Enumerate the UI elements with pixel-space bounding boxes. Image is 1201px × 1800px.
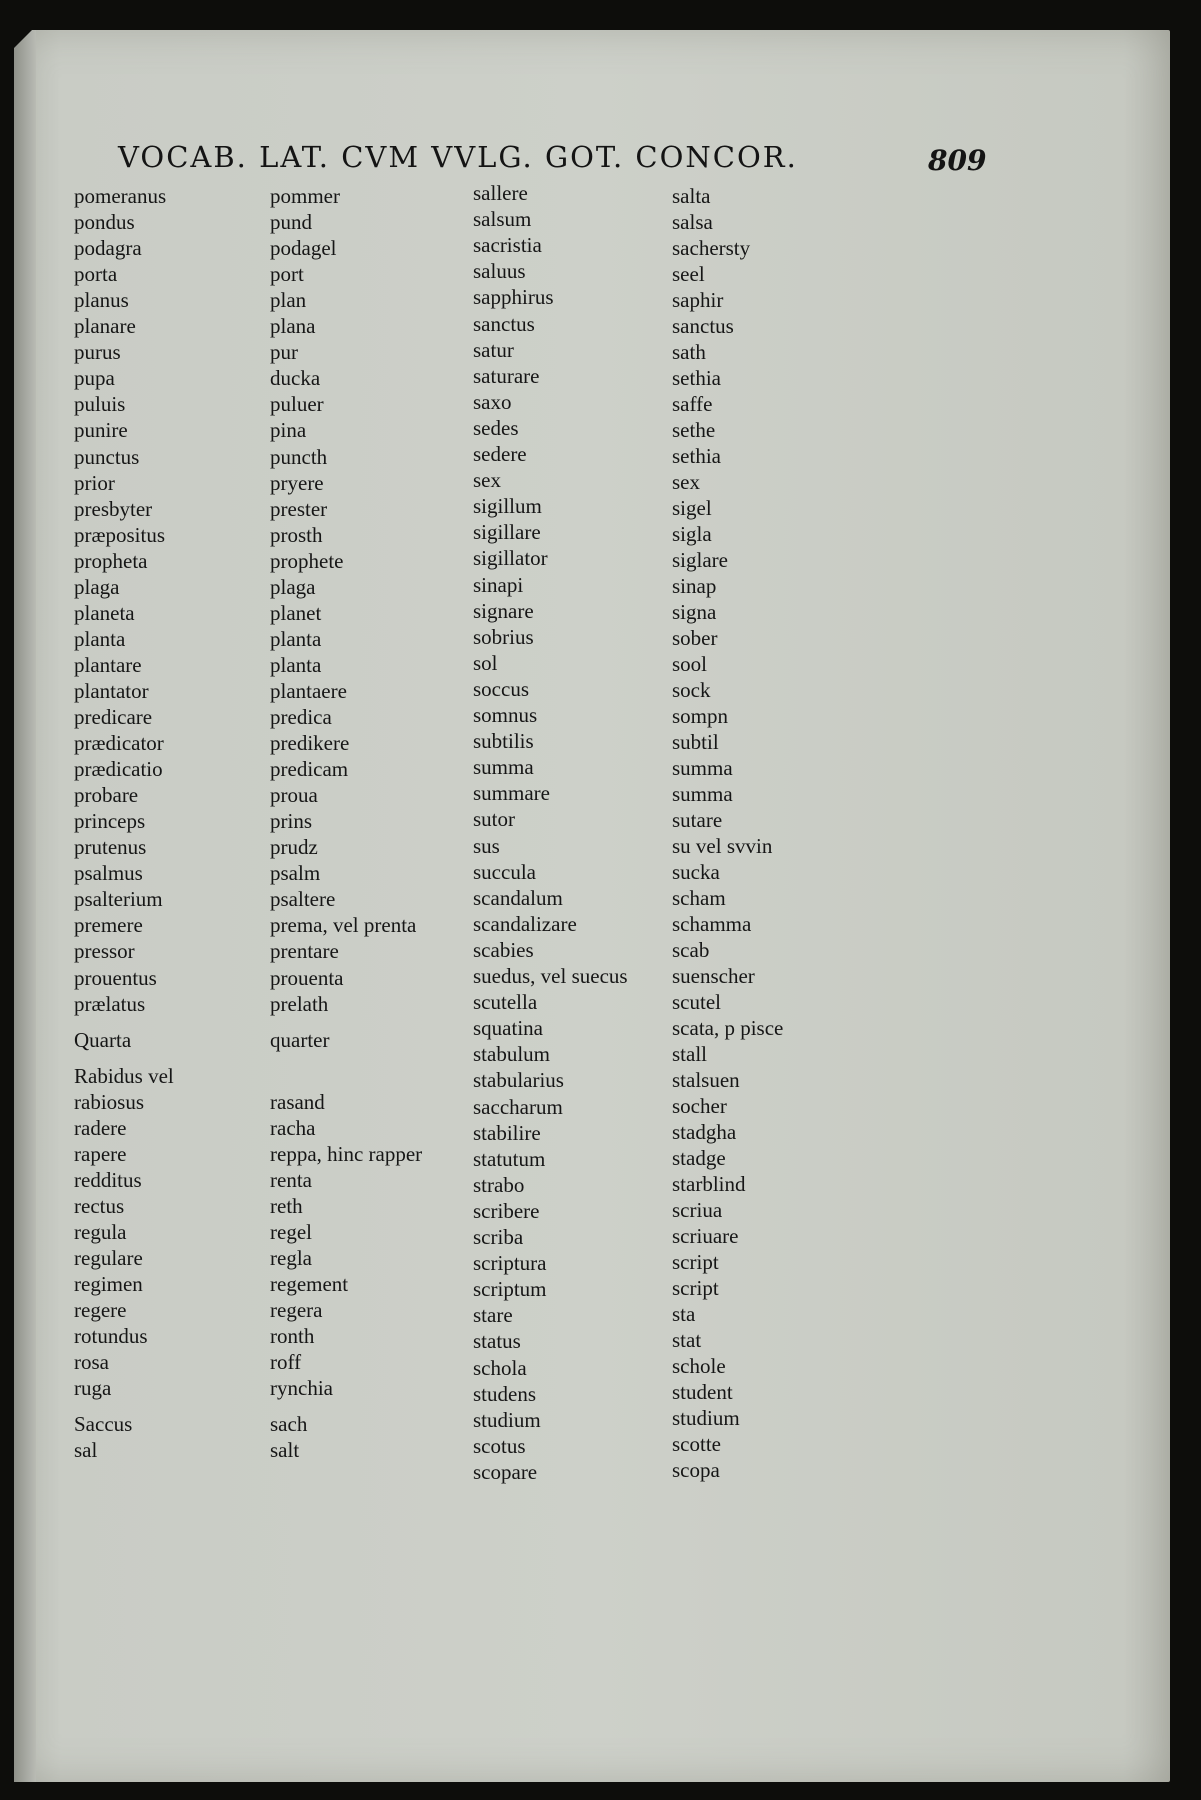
col3-entry: scriptum xyxy=(473,1277,547,1302)
col2-entry: planta xyxy=(270,626,322,651)
col2-entry: ronth xyxy=(270,1324,315,1349)
col2-entry: pund xyxy=(270,210,312,235)
col1-entry: porta xyxy=(74,262,118,287)
col2-entry: psaltere xyxy=(270,887,336,912)
col1-entry: purus xyxy=(74,340,121,365)
col4-entry: sucka xyxy=(672,860,720,884)
col2-entry: prosth xyxy=(270,522,323,547)
col4-entry: seel xyxy=(672,262,705,286)
col2-entry: roff xyxy=(270,1350,302,1375)
col2-entry: prema, vel prenta xyxy=(270,913,417,938)
col2-entry: puluer xyxy=(270,392,324,417)
col4-entry: scata, p pisce xyxy=(672,1016,784,1040)
col2-entry: plantaere xyxy=(270,678,347,703)
col4-entry: salsa xyxy=(672,210,713,234)
col1-entry: planare xyxy=(74,314,136,339)
col1-entry: pressor xyxy=(74,939,135,964)
col2-entry: plan xyxy=(270,288,307,313)
col4-entry: scriua xyxy=(672,1198,723,1222)
col4-entry: student xyxy=(672,1380,733,1404)
col1-entry: planeta xyxy=(74,600,135,625)
col2-entry: ducka xyxy=(270,366,321,391)
col4-entry: summa xyxy=(672,756,733,780)
col3-entry: sallere xyxy=(473,181,528,205)
col2-entry: prudz xyxy=(270,835,318,860)
col3-entry: scabies xyxy=(473,937,534,962)
col4-entry: sta xyxy=(672,1302,696,1326)
col1-entry: psalterium xyxy=(74,887,163,912)
col4-entry: signa xyxy=(672,600,717,624)
col1-entry: prædicatio xyxy=(74,757,163,782)
col1-entry: pomeranus xyxy=(74,184,167,208)
book-page xyxy=(14,30,1170,1782)
col3-entry: sapphirus xyxy=(473,285,554,310)
col2-entry: rynchia xyxy=(270,1376,333,1401)
col1-entry: punire xyxy=(74,418,128,443)
col4-entry: socher xyxy=(672,1094,727,1118)
col4-entry: sober xyxy=(672,626,718,650)
col1-entry: rabiosus xyxy=(74,1089,144,1114)
col4-entry: sath xyxy=(672,340,706,364)
col3-entry: sinapi xyxy=(473,572,524,597)
col4-entry: scab xyxy=(672,938,710,962)
col1-entry: propheta xyxy=(74,548,148,573)
col2-entry: renta xyxy=(270,1167,312,1192)
col4-entry: starblind xyxy=(672,1172,746,1196)
col3-entry: stabilire xyxy=(473,1120,541,1145)
col3-entry: signare xyxy=(473,598,534,623)
col4-entry: stadge xyxy=(672,1146,726,1170)
col2-entry: regel xyxy=(270,1219,312,1244)
col4-entry: scutel xyxy=(672,990,721,1014)
page-number: 809 xyxy=(928,144,987,177)
col3-entry: sanctus xyxy=(473,311,535,336)
col1-entry: rectus xyxy=(74,1193,125,1218)
col2-entry: reth xyxy=(270,1193,303,1218)
col3-entry: sus xyxy=(473,833,500,858)
col1-entry: regere xyxy=(74,1298,127,1323)
col1-entry: presbyter xyxy=(74,496,153,521)
col3-entry: stabulum xyxy=(473,1042,550,1067)
col4-entry: schole xyxy=(672,1354,726,1378)
col1-entry: prælatus xyxy=(74,991,146,1016)
col1-entry: planus xyxy=(74,288,129,313)
col3-entry: sigillare xyxy=(473,520,541,545)
col3-entry: satur xyxy=(473,337,514,362)
col1-entry: prædicator xyxy=(74,731,164,756)
col2-entry: salt xyxy=(270,1438,300,1463)
col3-entry: suedus, vel suecus xyxy=(473,964,628,988)
col2-entry: prelath xyxy=(270,991,329,1016)
col1-entry: rosa xyxy=(74,1350,109,1375)
col4-entry: subtil xyxy=(672,730,719,754)
col1-entry: regulare xyxy=(74,1246,143,1270)
col4-entry: sigel xyxy=(672,496,712,520)
col1-entry: redditus xyxy=(74,1167,142,1192)
col1-entry: probare xyxy=(74,783,139,808)
col2-entry: predica xyxy=(270,705,332,729)
col4-entry: sex xyxy=(672,470,700,494)
col3-entry: scandalum xyxy=(473,885,563,910)
col4-entry: sompn xyxy=(672,704,729,728)
col1-entry: premere xyxy=(74,913,143,938)
col4-entry: scopa xyxy=(672,1458,720,1482)
col2-entry: proua xyxy=(270,783,318,808)
col4-entry: sethia xyxy=(672,366,721,390)
col2-entry: pur xyxy=(270,340,298,365)
col3-entry: schola xyxy=(473,1355,527,1380)
col3-entry: summare xyxy=(473,781,550,806)
col2-entry: psalm xyxy=(270,861,321,886)
col1-entry: plantator xyxy=(74,678,149,703)
col3-entry: salsum xyxy=(473,207,532,232)
col4-entry: sutare xyxy=(672,808,723,832)
col4-entry: scham xyxy=(672,886,726,910)
col1-entry: predicare xyxy=(74,705,153,729)
col2-entry: sach xyxy=(270,1412,308,1437)
col3-entry: status xyxy=(473,1329,521,1354)
col3-entry: sol xyxy=(473,650,498,675)
col2-entry: prentare xyxy=(270,939,339,964)
col3-entry: scriba xyxy=(473,1225,524,1249)
col3-entry: saccharum xyxy=(473,1094,563,1119)
col3-entry: sex xyxy=(473,468,501,493)
col4-entry: sethe xyxy=(672,418,716,442)
col3-entry: somnus xyxy=(473,703,538,727)
col1-entry: prouentus xyxy=(74,965,157,990)
col4-entry: script xyxy=(672,1276,719,1300)
col3-entry: soccus xyxy=(473,676,529,701)
col3-entry: summa xyxy=(473,755,534,780)
col1-entry: pupa xyxy=(74,366,115,391)
col3-entry: stare xyxy=(473,1303,513,1328)
col3-entry: sutor xyxy=(473,807,515,832)
col4-entry: saffe xyxy=(672,392,713,416)
col1-entry: prior xyxy=(74,470,115,495)
col2-entry: puncth xyxy=(270,444,328,469)
col4-entry: scriuare xyxy=(672,1224,739,1248)
col2-entry: quarter xyxy=(270,1027,330,1052)
col4-entry: summa xyxy=(672,782,733,806)
col1-entry: Saccus xyxy=(74,1412,133,1437)
col3-entry: studium xyxy=(473,1407,541,1432)
col2-entry: plaga xyxy=(270,574,316,599)
col1-entry: regula xyxy=(74,1219,127,1244)
col4-entry: stat xyxy=(672,1328,702,1352)
col4-entry: scotte xyxy=(672,1432,721,1456)
col4-entry: salta xyxy=(672,184,711,208)
col1-entry: Rabidus vel xyxy=(74,1063,174,1088)
col1-entry: Quarta xyxy=(74,1027,132,1052)
col1-entry: sal xyxy=(74,1438,98,1463)
col1-entry: radere xyxy=(74,1115,127,1140)
col2-entry: regera xyxy=(270,1298,323,1323)
col1-entry: rapere xyxy=(74,1141,127,1166)
col2-entry: regla xyxy=(270,1246,312,1270)
col3-entry: succula xyxy=(473,859,536,884)
col3-entry: stabularius xyxy=(473,1068,564,1093)
col4-entry: studium xyxy=(672,1406,740,1430)
col3-entry: sedere xyxy=(473,442,527,466)
col4-entry: sachersty xyxy=(672,236,751,260)
col4-entry: sanctus xyxy=(672,314,734,338)
col4-entry: su vel svvin xyxy=(672,834,773,858)
col1-entry: præpositus xyxy=(74,522,166,547)
col2-entry: prester xyxy=(270,496,328,521)
col3-entry: scutella xyxy=(473,990,538,1015)
col1-entry: punctus xyxy=(74,444,140,469)
col3-entry: scotus xyxy=(473,1433,526,1458)
col3-entry: sigillum xyxy=(473,494,542,519)
col4-entry: saphir xyxy=(672,288,724,312)
col1-entry: podagra xyxy=(74,236,142,261)
col3-entry: subtilis xyxy=(473,729,534,754)
col4-entry: stalsuen xyxy=(672,1068,740,1092)
col1-entry: princeps xyxy=(74,809,146,834)
col2-entry: predikere xyxy=(270,731,350,756)
col3-entry: sedes xyxy=(473,415,519,440)
col4-entry: sock xyxy=(672,678,711,702)
col3-entry: scandalizare xyxy=(473,911,577,936)
col1-entry: psalmus xyxy=(74,861,143,886)
col1-entry: prutenus xyxy=(74,835,147,860)
col2-entry: predicam xyxy=(270,757,349,782)
col2-entry: prophete xyxy=(270,548,344,573)
col1-entry: pondus xyxy=(74,210,135,235)
col3-entry: strabo xyxy=(473,1172,525,1197)
col3-entry: saxo xyxy=(473,389,512,414)
running-header: VOCAB. LAT. CVM VVLG. GOT. CONCOR. xyxy=(118,140,798,174)
col3-entry: sacristia xyxy=(473,233,542,258)
col2-entry: rasand xyxy=(270,1089,325,1114)
col3-entry: saluus xyxy=(473,259,526,284)
col4-entry: siglare xyxy=(672,548,728,572)
col2-entry: racha xyxy=(270,1115,316,1140)
col3-entry: studens xyxy=(473,1381,536,1406)
col3-entry: sobrius xyxy=(473,624,534,649)
col1-entry: plantare xyxy=(74,652,142,677)
col3-entry: scopare xyxy=(473,1459,538,1484)
col4-entry: stadgha xyxy=(672,1120,737,1144)
col4-entry: sigla xyxy=(672,522,712,546)
col1-entry: rotundus xyxy=(74,1324,148,1349)
col3-entry: sigillator xyxy=(473,546,548,571)
col3-entry: squatina xyxy=(473,1016,543,1041)
col2-entry: pommer xyxy=(270,184,340,208)
col1-entry: regimen xyxy=(74,1272,143,1297)
col3-entry: statutum xyxy=(473,1146,546,1171)
col1-entry: planta xyxy=(74,626,126,651)
col2-entry: planta xyxy=(270,652,322,677)
col3-entry: saturare xyxy=(473,363,540,388)
page-gutter xyxy=(14,30,36,1782)
col4-entry: suenscher xyxy=(672,964,755,988)
col2-entry: prins xyxy=(270,809,312,834)
col2-entry: regement xyxy=(270,1272,349,1297)
col4-entry: sool xyxy=(672,652,708,676)
col2-entry: planet xyxy=(270,600,322,625)
col2-entry: port xyxy=(270,262,304,287)
col4-entry: stall xyxy=(672,1042,707,1066)
col2-entry: pryere xyxy=(270,470,324,495)
col1-entry: plaga xyxy=(74,574,120,599)
col4-entry: sethia xyxy=(672,444,721,468)
col2-entry: prouenta xyxy=(270,965,344,990)
col1-entry: puluis xyxy=(74,392,126,417)
page-corner xyxy=(14,30,32,48)
col4-entry: sinap xyxy=(672,574,717,598)
col3-entry: scribere xyxy=(473,1198,540,1223)
col2-entry: podagel xyxy=(270,236,337,261)
col4-entry: schamma xyxy=(672,912,752,936)
col2-entry: plana xyxy=(270,314,316,339)
col2-entry: pina xyxy=(270,418,307,443)
col3-entry: scriptura xyxy=(473,1251,547,1276)
col2-entry: reppa, hinc rapper xyxy=(270,1141,423,1166)
col4-entry: script xyxy=(672,1250,719,1274)
col1-entry: ruga xyxy=(74,1376,112,1401)
